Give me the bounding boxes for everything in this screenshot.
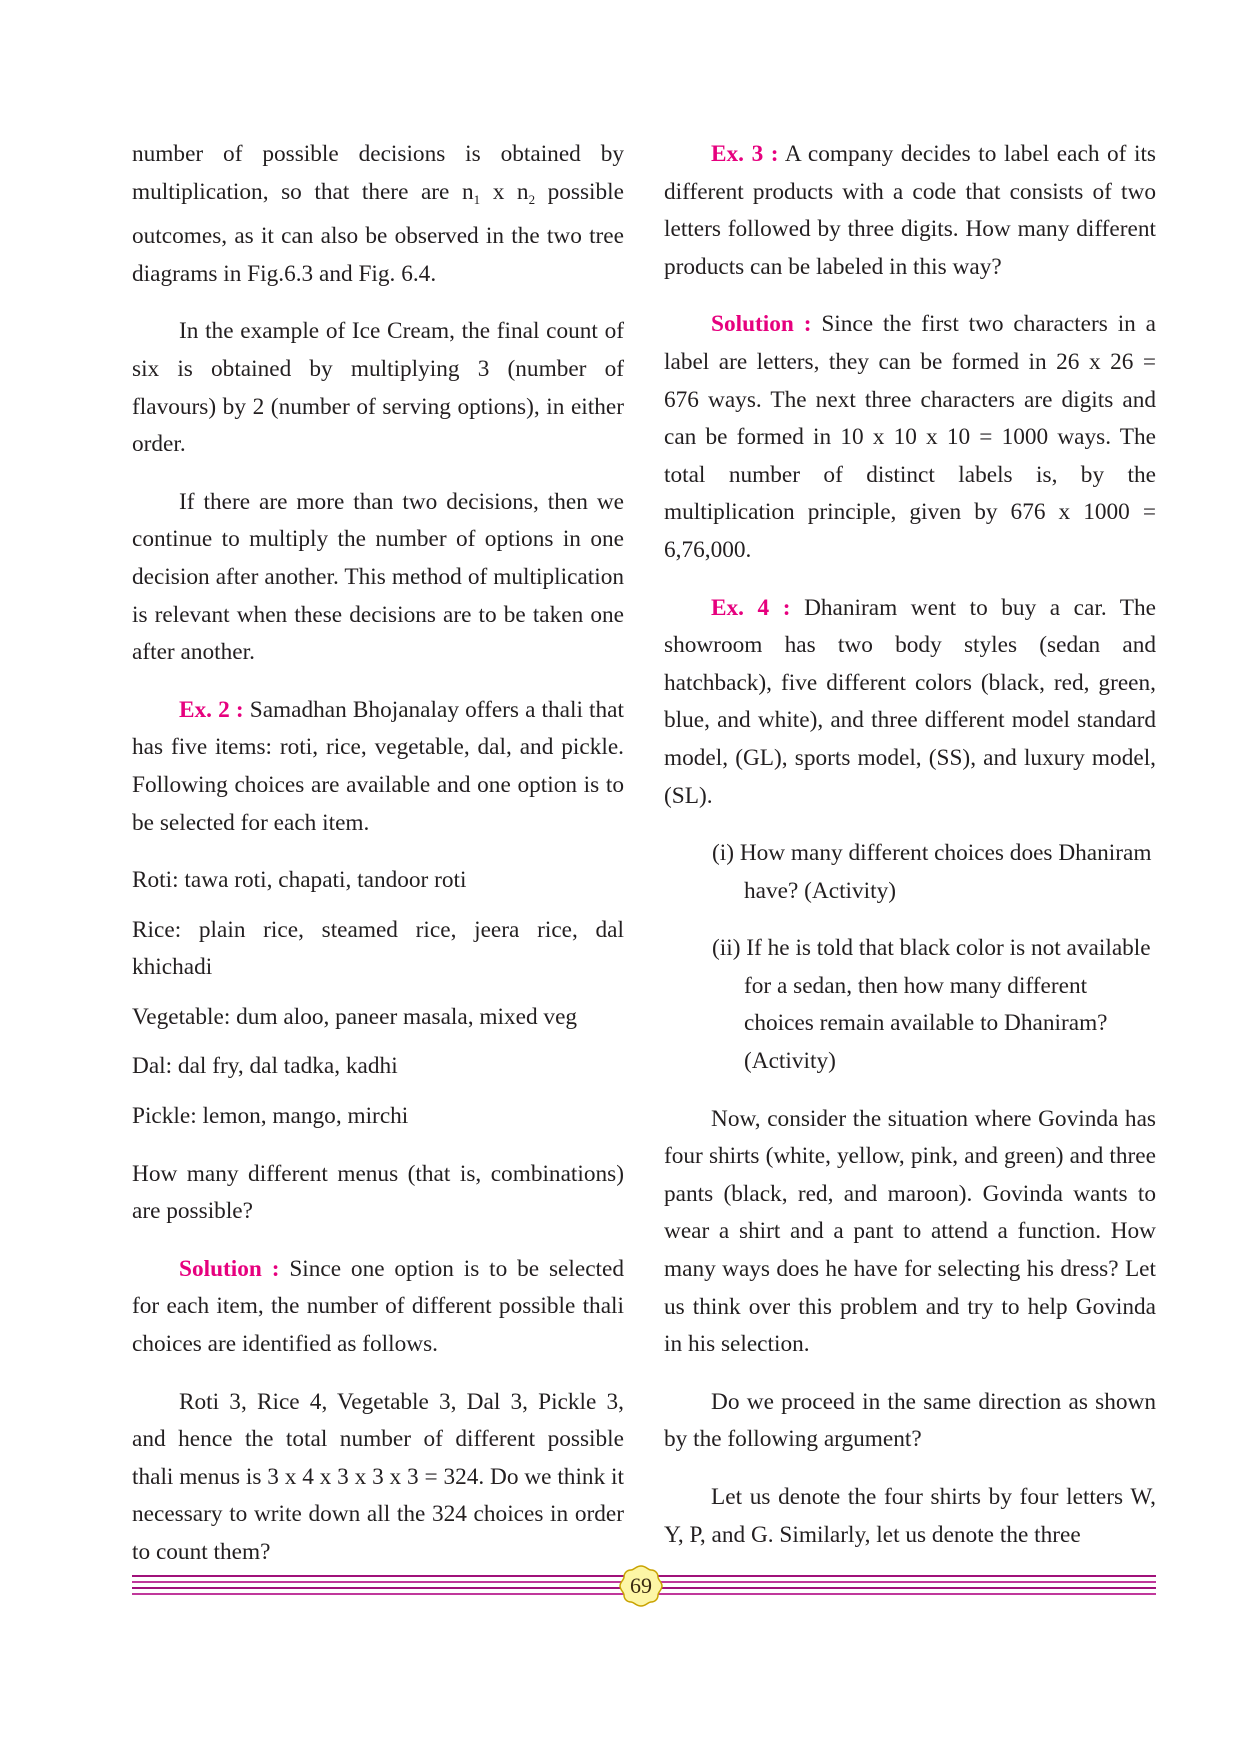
example-4-label: Ex. 4 :	[711, 594, 791, 621]
list-item-rice: Rice: plain rice, steamed rice, jeera rice, dal khichadi	[132, 916, 624, 981]
question-i: (i) How many different choices does Dhaniram have? (Activity)	[712, 840, 1152, 904]
n2-term: $n_2$	[516, 178, 536, 207]
paragraph-denote: Let us denote the four shirts by four letters W, Y, P, and G. Similarly, let us denote the three	[664, 1484, 1156, 1548]
paragraph-govinda: Now, consider the situation where Govinda has four shirts (white, yellow, pink, and green) and three pants (black, red, and maroon). Govinda wants to wear a shirt and a pant to attend a function. How many ways does he have for selecting his dress? Let us think over this problem and try to help Govinda in his selection.	[664, 1105, 1156, 1358]
question-menus: How many different menus (that is, combinations) are possible?	[132, 1160, 624, 1225]
page-footer	[132, 1567, 1156, 1607]
right-column	[664, 136, 1156, 1574]
list-item-dal: Dal: dal fry, dal tadka, kadhi	[132, 1053, 398, 1080]
paragraph-proceed: Do we proceed in the same direction as shown by the following argument?	[664, 1388, 1156, 1453]
solution-ex3: Solution : Since the first two characters in a label are letters, they can be formed in 26 x 26 = 676 ways. The next three characters are digits and can be formed in 10 x 10 x 10 = 1000 ways. The total number of distinct labels is, by the multiplication principle, given by 676 x 1000 = 6,76,000.	[664, 311, 1156, 563]
solution-label: Solution :	[711, 311, 812, 338]
paragraph-more-decisions: If there are more than two decisions, then we continue to multiply the number of options in one decision after another. This method of multiplication is relevant when these decisions are to be taken one after another.	[132, 488, 624, 666]
left-column	[132, 136, 624, 1592]
list-item-vegetable: Vegetable: dum aloo, paneer masala, mixed veg	[132, 1003, 578, 1030]
example-2-label: Ex. 2 :	[179, 696, 244, 723]
example-4: Ex. 4 : Dhaniram went to buy a car. The showroom has two body styles (sedan and hatchback), five different colors (black, red, green, blue, and white), and three different model standard model, (GL), sports model, (SS), and luxury model, (SL).	[664, 594, 1156, 809]
paragraph-ice-cream: In the example of Ice Cream, the final count of six is obtained by multiplying 3 (number of flavours) by 2 (number of serving options), in either order.	[132, 318, 624, 458]
list-item-roti: Roti: tawa roti, chapati, tandoor roti	[132, 867, 467, 894]
page-number: 69	[630, 1573, 652, 1598]
n1-term: $n_1$	[461, 178, 481, 207]
example-3-label: Ex. 3 :	[711, 141, 779, 167]
example-2: Ex. 2 : Samadhan Bhojanalay offers a thali that has five items: roti, rice, vegetable, dal, and pickle. Following choices are available and one option is to be selected for each item.	[132, 696, 624, 836]
list-item-pickle: Pickle: lemon, mango, mirchi	[132, 1103, 409, 1130]
paragraph-multiplication: number of possible decisions is obtained by multiplication, so that there are $n_1$ x $n_2$ possible outcomes, as it can also be observed in the two tree diagrams in Fig.6.3 and Fig. 6.4.	[132, 141, 624, 287]
page-number-badge	[618, 1564, 664, 1608]
example-3: Ex. 3 : A company decides to label each of its different products with a code that consists of two letters followed by three digits. How many different products can be labeled in this way?	[664, 141, 1157, 280]
question-ii: (ii) If he is told that black color is not available for a sedan, then how many different choices remain available to Dhaniram? (Activity)	[712, 935, 1151, 1075]
solution-ex2: Solution : Since one option is to be selected for each item, the number of different possible thali choices are identified as follows.	[132, 1255, 624, 1358]
solution-label: Solution :	[179, 1255, 280, 1282]
paragraph-thali-count: Roti 3, Rice 4, Vegetable 3, Dal 3, Pickle 3, and hence the total number of different possible thali menus is 3 x 4 x 3 x 3 x 3 = 324. Do we think it necessary to write down all the 324 choices in order to count them?	[132, 1388, 624, 1565]
